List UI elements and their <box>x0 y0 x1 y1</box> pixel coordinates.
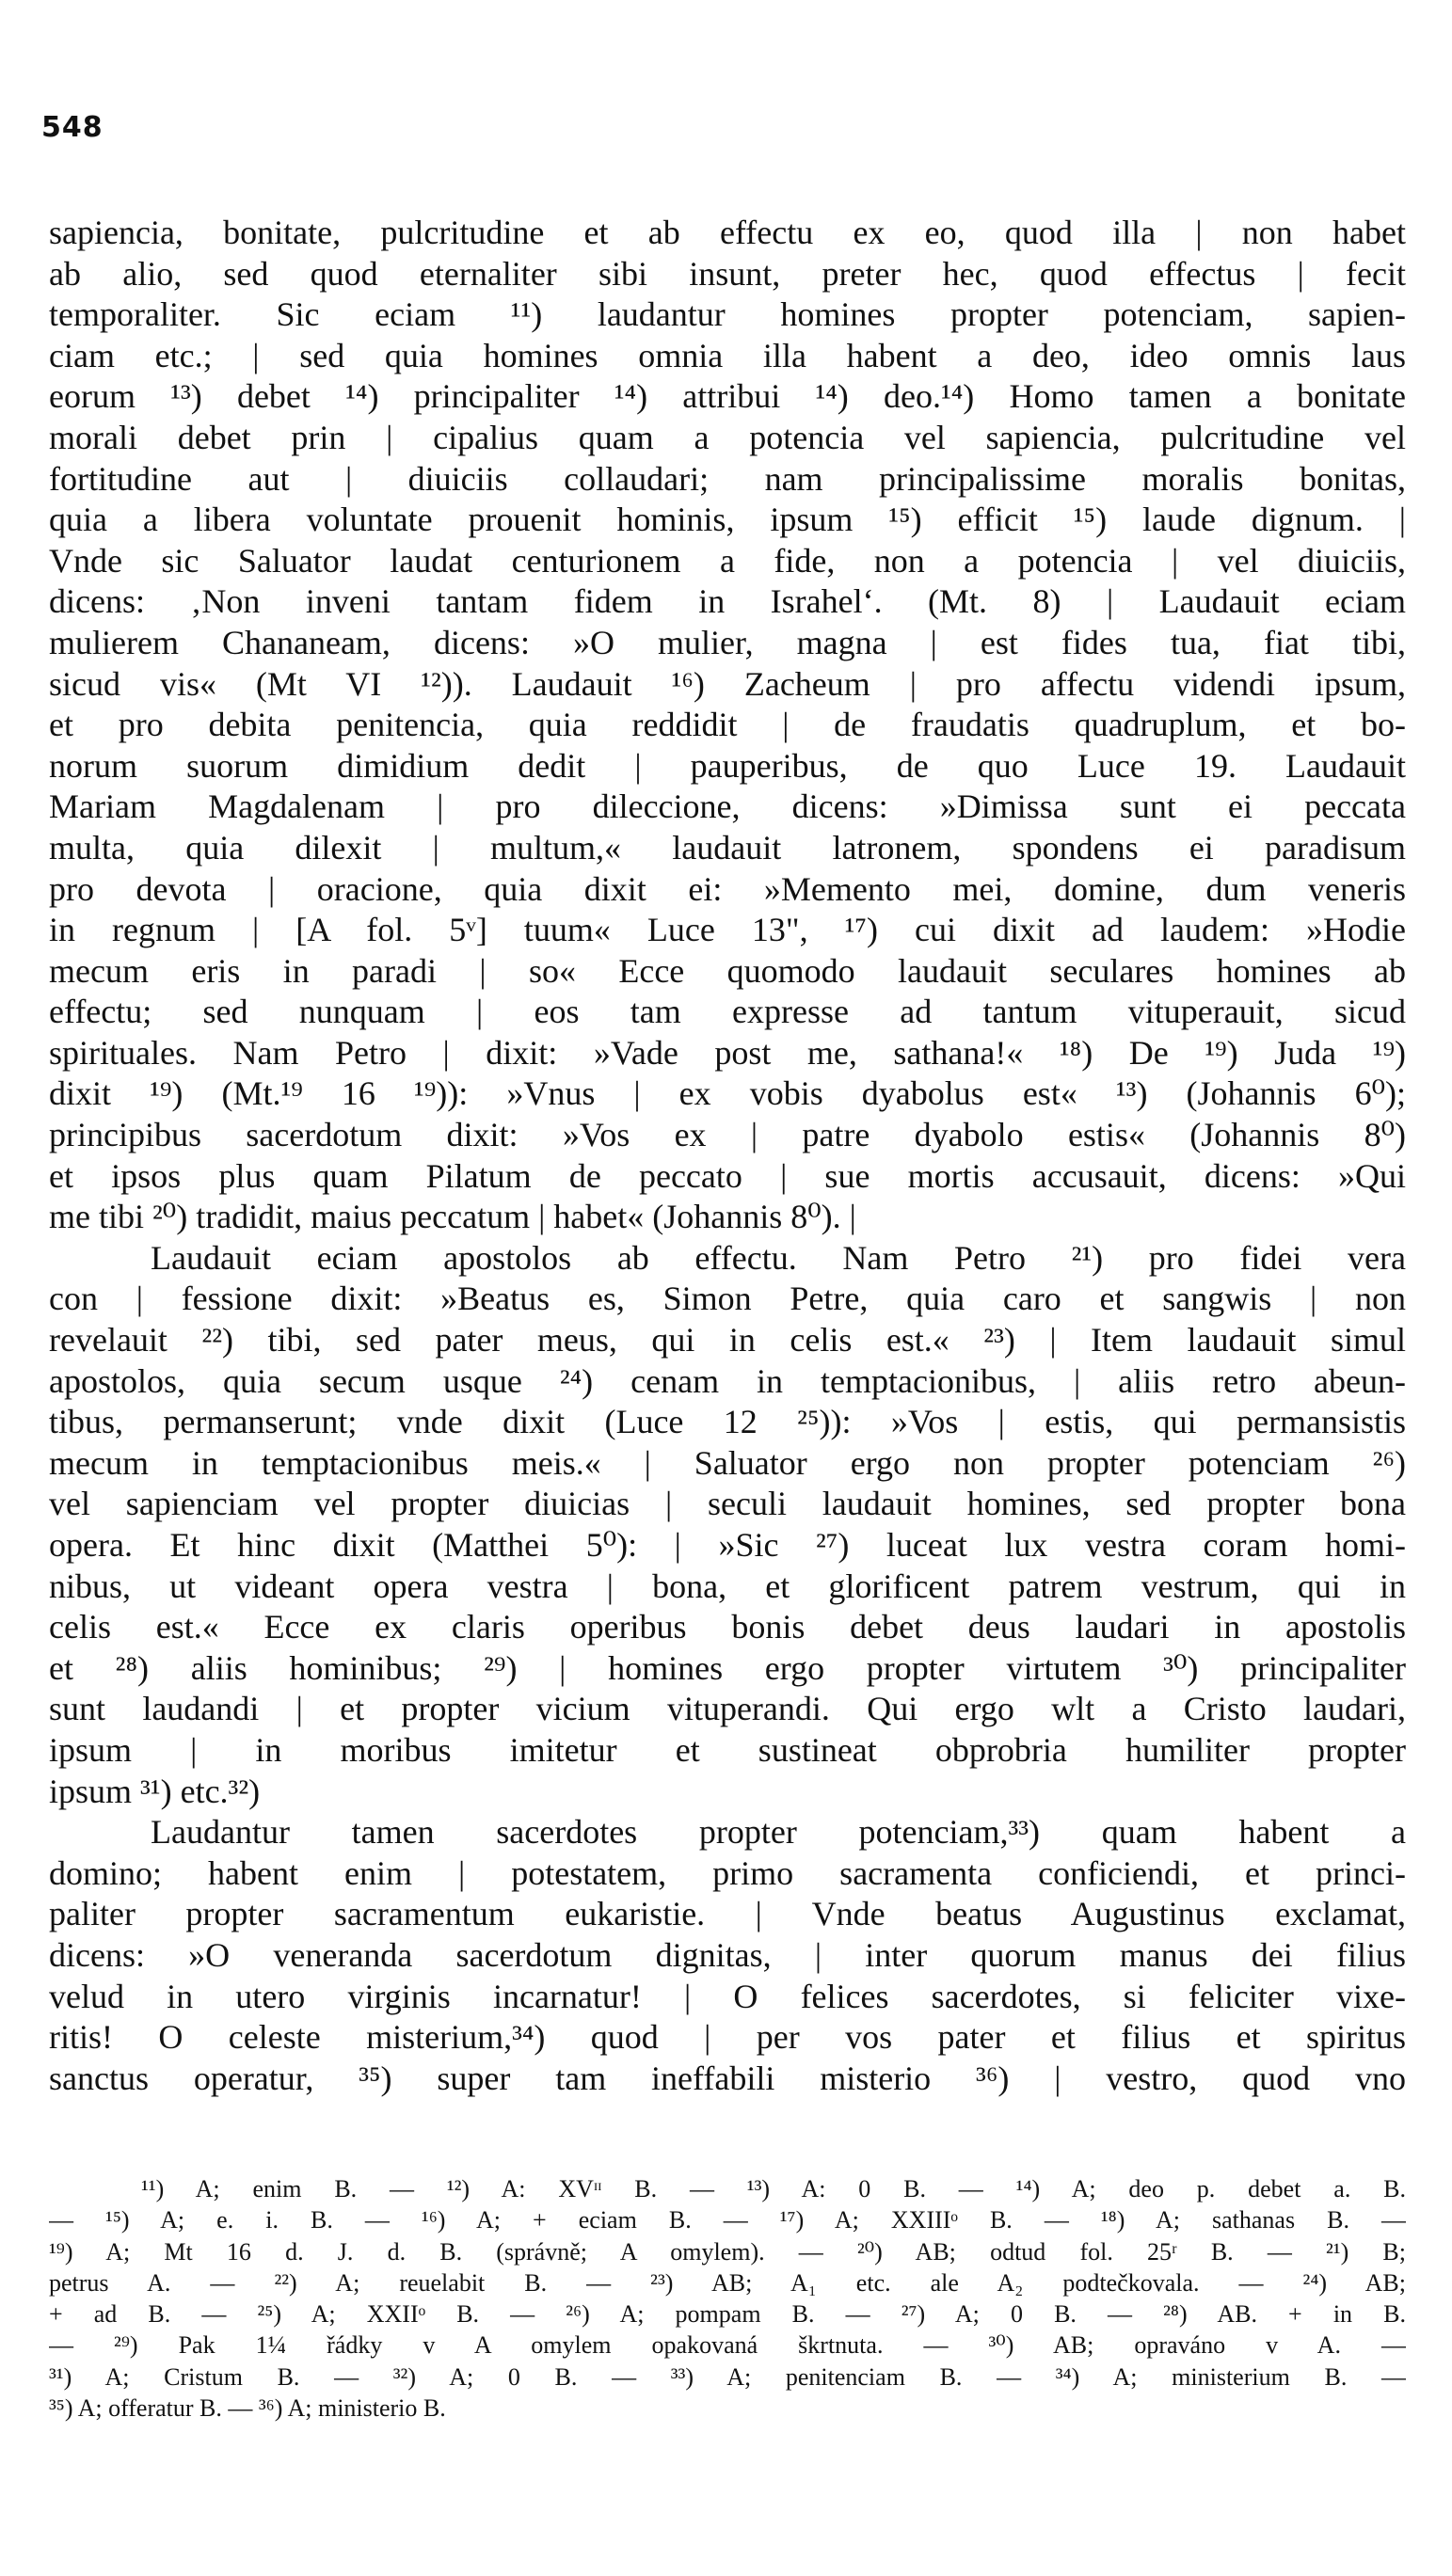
footnote-line: ³⁵) A; offeratur B. — ³⁶) A; ministerio B. <box>49 2394 446 2423</box>
text-line: Mariam Magdalenam | pro dileccione, dicens: »Dimissa sunt ei peccata <box>49 787 1406 826</box>
text-line: et ipsos plus quam Pilatum de peccato | sue mortis accusauit, dicens: »Qui <box>49 1156 1406 1195</box>
text-line: mecum eris in paradi | so« Ecce quomodo laudauit seculares homines ab <box>49 951 1406 990</box>
text-line: sunt laudandi | et propter vicium vituperandi. Qui ergo wlt a Cristo laudari, <box>49 1690 1406 1728</box>
text-line: opera. Et hinc dixit (Matthei 5⁰): | »Sic ²⁷) luceat lux vestra coram homi- <box>49 1526 1406 1564</box>
text-line: spirituales. Nam Petro | dixit: »Vade post me, sathana!« ¹⁸) De ¹⁹) Juda ¹⁹) <box>49 1033 1406 1072</box>
text-line: sanctus operatur, ³⁵) super tam ineffabili misterio ³⁶) | vestro, quod vno <box>49 2059 1406 2097</box>
text-line: ciam etc.; | sed quia homines omnia illa habent a deo, ideo omnis laus <box>49 336 1406 374</box>
footnote-line: petrus A. — ²²) A; reuelabit B. — ²³) AB; A₁ etc. ale A₂ podtečkovala. — ²⁴) AB; <box>49 2268 1406 2297</box>
text-line: apostolos, quia secum usque ²⁴) cenam in temptacionibus, | aliis retro abeun- <box>49 1361 1406 1400</box>
footnote-line: — ¹⁵) A; e. i. B. — ¹⁶) A; + eciam B. — ¹⁷) A; XXIIIᵒ B. — ¹⁸) A; sathanas B. — <box>49 2206 1406 2234</box>
text-line: et pro debita penitencia, quia reddidit | de fraudatis quadruplum, et bo- <box>49 706 1406 744</box>
text-line: vel sapienciam vel propter diuicias | seculi laudauit homines, sed propter bona <box>49 1485 1406 1523</box>
text-line: nibus, ut videant opera vestra | bona, et glorificent patrem vestrum, qui in <box>49 1566 1406 1605</box>
text-line: celis est.« Ecce ex claris operibus bonis debet deus laudari in apostolis <box>49 1608 1406 1646</box>
text-line: con | fessione dixit: »Beatus es, Simon Petre, quia caro et sangwis | non <box>49 1280 1406 1318</box>
text-line: pro devota | oracione, quia dixit ei: »Memento mei, domine, dum veneris <box>49 869 1406 908</box>
text-line: dixit ¹⁹) (Mt.¹⁹ 16 ¹⁹)): »Vnus | ex vobis dyabolus est« ¹³) (Johannis 6⁰); <box>49 1074 1406 1113</box>
text-line: eorum ¹³) debet ¹⁴) principaliter ¹⁴) attribui ¹⁴) deo.¹⁴) Homo tamen a bonitate <box>49 377 1406 416</box>
text-line: sicud vis« (Mt VI ¹²)). Laudauit ¹⁶) Zacheum | pro affectu videndi ipsum, <box>49 664 1406 703</box>
text-line: quia a libera voluntate prouenit hominis, ipsum ¹⁵) efficit ¹⁵) laude dignum. | <box>49 501 1406 539</box>
text-line: ab alio, sed quod eternaliter sibi insunt, preter hec, quod effectus | fecit <box>49 254 1406 293</box>
footnote-line: ³¹) A; Cristum B. — ³²) A; 0 B. — ³³) A; penitenciam B. — ³⁴) A; ministerium B. — <box>49 2362 1406 2391</box>
text-line: tibus, permanserunt; vnde dixit (Luce 12 ²⁵)): »Vos | estis, qui permansistis <box>49 1403 1406 1441</box>
text-line: mecum in temptacionibus meis.« | Saluator ergo non propter potenciam ²⁶) <box>49 1443 1406 1482</box>
text-line: ritis! O celeste misterium,³⁴) quod | per vos pater et filius et spiritus <box>49 2018 1406 2057</box>
text-line: mulierem Chananeam, dicens: »O mulier, magna | est fides tua, fiat tibi, <box>49 623 1406 661</box>
text-line: multa, quia dilexit | multum,« laudauit latronem, spondens ei paradisum <box>49 828 1406 867</box>
text-line: Laudantur tamen sacerdotes propter potenciam,³³) quam habent a <box>151 1813 1406 1852</box>
text-line: domino; habent enim | potestatem, primo sacramenta conficiendi, et princi- <box>49 1853 1406 1892</box>
text-line: effectu; sed nunquam | eos tam expresse ad tantum vituperauit, sicud <box>49 993 1406 1031</box>
text-line: revelauit ²²) tibi, sed pater meus, qui in celis est.« ²³) | Item laudauit simul <box>49 1321 1406 1360</box>
footnotes <box>49 2173 1406 2424</box>
footnote-line: ¹⁹) A; Mt 16 d. J. d. B. (správně; A omylem). — ²⁰) AB; odtud fol. 25ʳ B. — ²¹) B; <box>49 2237 1406 2266</box>
text-line: morali debet prin | cipalius quam a potencia vel sapiencia, pulcritudine vel <box>49 418 1406 456</box>
text-line: ipsum ³¹) etc.³²) <box>49 1772 261 1810</box>
text-line: temporaliter. Sic eciam ¹¹) laudantur homines propter potenciam, sapien- <box>49 295 1406 334</box>
text-line: in regnum | [A fol. 5ᵛ] tuum« Luce 13", ¹⁷) cui dixit ad laudem: »Hodie <box>49 911 1406 949</box>
text-line: fortitudine aut | diuiciis collaudari; nam principalissime moralis bonitas, <box>49 459 1406 498</box>
footnote-line: — ²⁹) Pak 1¼ řádky v A omylem opakovaná škrtnuta. — ³⁰) AB; opraváno v A. — <box>49 2331 1406 2360</box>
text-line: Vnde sic Saluator laudat centurionem a fide, non a potencia | vel diuiciis, <box>49 541 1406 580</box>
text-line: ipsum | in moribus imitetur et sustineat obprobria humiliter propter <box>49 1730 1406 1769</box>
footnote-line: + ad B. — ²⁵) A; XXIIᵒ B. — ²⁶) A; pompam B. — ²⁷) A; 0 B. — ²⁸) AB. + in B. <box>49 2300 1406 2329</box>
footnote-line: ¹¹) A; enim B. — ¹²) A: XVᶦᶦ B. — ¹³) A: 0 B. — ¹⁴) A; deo p. debet a. B. <box>141 2175 1406 2202</box>
text-line: sapiencia, bonitate, pulcritudine et ab effectu ex eo, quod illa | non habet <box>49 214 1406 251</box>
main-text <box>49 213 1406 2099</box>
text-line: dicens: ‚Non inveni tantam fidem in Israhel‘. (Mt. 8) | Laudauit eciam <box>49 582 1406 621</box>
text-line: velud in utero virginis incarnatur! | O felices sacerdotes, si feliciter vixe- <box>49 1977 1406 2015</box>
text-line: paliter propter sacramentum eukaristie. | Vnde beatus Augustinus exclamat, <box>49 1895 1406 1933</box>
text-line: Laudauit eciam apostolos ab effectu. Nam Petro ²¹) pro fidei vera <box>151 1238 1406 1277</box>
page-number: 548 <box>41 111 104 144</box>
text-line: dicens: »O veneranda sacerdotum dignitas, | inter quorum manus dei filius <box>49 1935 1406 1974</box>
text-line: principibus sacerdotum dixit: »Vos ex | patre dyabolo estis« (Johannis 8⁰) <box>49 1116 1406 1154</box>
text-line: norum suorum dimidium dedit | pauperibus, de quo Luce 19. Laudauit <box>49 746 1406 785</box>
text-line: et ²⁸) aliis hominibus; ²⁹) | homines ergo propter virtutem ³⁰) principaliter <box>49 1648 1406 1687</box>
text-line: me tibi ²⁰) tradidit, maius peccatum | habet« (Johannis 8⁰). | <box>49 1198 856 1236</box>
